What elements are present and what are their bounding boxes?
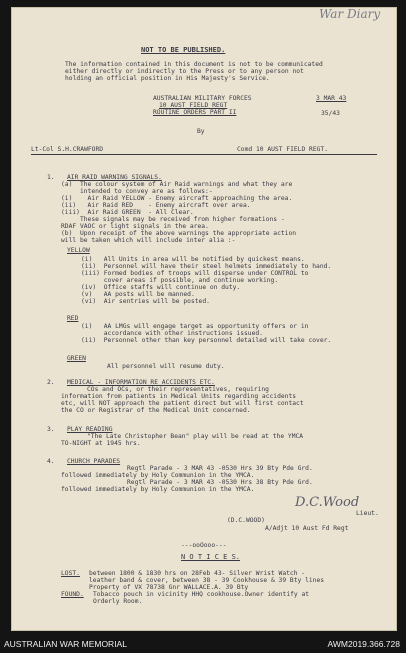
red-line: accordance with other instructions issued. xyxy=(81,330,263,337)
warning-line: either directly or indirectly to the Press or to any person not xyxy=(65,68,304,75)
item-line: (ii) Air Raid RED - Enemy aircraft over area. xyxy=(61,202,251,209)
handwritten-signature: D.C.Wood xyxy=(295,495,360,510)
lost-line: leather band & cover, between 38 - 39 Cookhouse & 39 Bty lines xyxy=(89,577,325,584)
unit-line-3: ROUTINE ORDERS PART II xyxy=(153,109,237,116)
yellow-line: cover areas if possible, and continue working. xyxy=(81,277,279,284)
item-number: 2. xyxy=(47,379,55,386)
header-rule xyxy=(31,154,377,155)
red-label: RED xyxy=(67,315,79,322)
archive-footer xyxy=(0,634,406,653)
lost-line: between 1800 & 1830 hrs on 28Feb 43- Silver Wrist Watch - xyxy=(89,570,306,577)
warning-line: holding an official position in His Majesty's Service. xyxy=(65,75,270,82)
document-page xyxy=(11,7,397,631)
signatory-rank: Lieut. xyxy=(356,510,379,517)
item-line: information from patients in Medical Units regarding accidents xyxy=(61,393,297,400)
yellow-line: (vi) Air sentries will be posted. xyxy=(81,298,210,305)
red-line: (i) AA LMGs will engage target as opportunity offers or in xyxy=(81,323,309,330)
order-date: 3 MAR 43 xyxy=(316,95,347,102)
lost-label: LOST. xyxy=(61,570,80,577)
yellow-label: YELLOW xyxy=(67,247,90,254)
item-number: 1. xyxy=(47,174,55,181)
yellow-line: (ii) Personnel will have their steel helmets immediately to hand. xyxy=(81,263,332,270)
item-line: will be taken which will include inter alia :- xyxy=(61,237,236,244)
restriction-heading: NOT TO BE PUBLISHED. xyxy=(141,46,226,54)
signatory-appointment: A/Adjt 10 Aust Fd Regt xyxy=(265,525,349,532)
item-line: Regtl Parade - 3 MAR 43 -0530 Hrs 39 Bty Pde Grd. xyxy=(127,465,313,472)
unit-line-1: AUSTRALIAN MILITARY FORCES xyxy=(153,95,252,102)
item-line: TO-NIGHT at 1945 hrs. xyxy=(61,440,141,447)
found-line: Tobacco pouch in vicinity HHQ cookhouse.Owner identify at xyxy=(93,591,310,598)
item-line: COs and OCs, or their representatives, requiring xyxy=(87,386,269,393)
item-line: the CO or Registrar of the Medical Unit concerned. xyxy=(61,407,251,414)
by-label: By xyxy=(197,128,205,135)
item-line: (a) The colour system of Air Raid warnings and what they are xyxy=(61,181,293,188)
item-line: RDAF VAOC or light signals in the area. xyxy=(61,223,209,230)
notices-title: N O T I C E S. xyxy=(181,553,241,561)
item-line: (iii) Air Raid GREEN - All Clear. xyxy=(61,209,194,216)
green-line: All personnel will resume duty. xyxy=(107,363,225,370)
item-number: 4. xyxy=(47,458,55,465)
item-title: AIR RAID WARNING SIGNALS. xyxy=(67,174,162,181)
archive-name: AUSTRALIAN WAR MEMORIAL xyxy=(4,639,127,649)
lost-line: Property of VX 78738 Gnr WALLACE.A. 39 Bty xyxy=(89,584,249,591)
item-line: These signals may be received from higher formations - xyxy=(61,216,285,223)
item-line: (i) Air Raid YELLOW - Enemy aircraft approaching the area. xyxy=(61,195,293,202)
commander-name: Lt-Col S.H.CRAWFORD xyxy=(31,146,104,153)
green-label: GREEN xyxy=(67,355,86,362)
unit-line-2: 10 AUST FIELD REGT xyxy=(159,102,228,109)
found-label: FOUND. xyxy=(61,591,84,598)
yellow-line: (iii) Formed bodies of troops will disperse under CONTROL to xyxy=(81,270,309,277)
item-title: PLAY READING xyxy=(67,426,113,433)
item-line: Regtl Parade - 3 MAR 43 -0530 Hrs 38 Bty Pde Grd. xyxy=(127,479,313,486)
red-line: (ii) Personnel other than key personnel detailed will take cover. xyxy=(81,337,332,344)
item-line: intended to convey are as follows:- xyxy=(61,188,213,195)
yellow-line: (i) All Units in area will be notified by quickest means. xyxy=(81,256,305,263)
item-line: followed immediately by Holy Communion in the YMCA. xyxy=(61,472,255,479)
item-line: "The Late Christopher Bean" play will be read at the YMCA xyxy=(87,433,304,440)
item-title: CHURCH PARADES xyxy=(67,458,121,465)
war-diary-annotation: War Diary xyxy=(319,7,381,21)
item-number: 3. xyxy=(47,426,55,433)
item-line: followed immediately by Holy Communion in the YMCA. xyxy=(61,486,255,493)
warning-line: The information contained in this document is not to be communicated xyxy=(65,61,323,68)
signatory-name: (D.C.WOOD) xyxy=(227,517,265,524)
command-title: Comd 10 AUST FIELD REGT. xyxy=(237,146,328,153)
order-number: 35/43 xyxy=(321,110,340,117)
item-line: etc, will NOT approach the patient direct but will first contact xyxy=(61,400,304,407)
found-line: Orderly Room. xyxy=(93,598,143,605)
archive-reference: AWM2019.366.728 xyxy=(327,639,400,649)
item-line: (b) Upon receipt of the above warnings the appropriate action xyxy=(61,230,297,237)
yellow-line: (v) AA posts will be manned. xyxy=(81,291,195,298)
item-title: MEDICAL - INFORMATION RE ACCIDENTS ETC. xyxy=(67,379,215,386)
separator: ---ooOooo--- xyxy=(181,542,227,549)
yellow-line: (iv) Office staffs will continue on duty. xyxy=(81,284,241,291)
